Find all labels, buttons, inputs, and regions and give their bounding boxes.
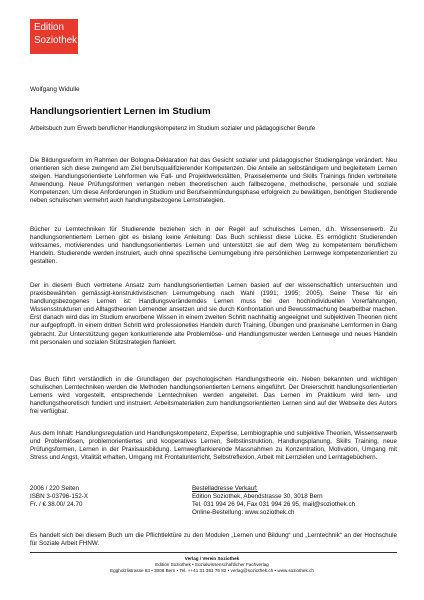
book-subtitle: Arbeitsbuch zum Erwerb beruflicher Handlungskompetenz im Studium sozialer und pädagogischer Berufe — [30, 125, 316, 132]
footer-publisher: Verlag / Verein Soziothek — [184, 556, 240, 561]
footer-imprint: Edition Soziothek • Sozialwissenschaftlicher Fachverlag — [155, 562, 269, 568]
paragraph-buch: Das Buch führt verständlich in die Grundlagen der psychologischen Handlungstheorie ein. Neben bekannten und wichtigen schulischen Lerntechniken werden die Methoden handlungsorientierten Lernens eingeführt. Der Dreierschritt handlungsorientierten Lernens wird vorgestellt, entsprechende Lerntechniken werden angeleitet. Das Lernen im Praktikum wird lern- und handlungstheoretisch fundiert und instruiert. Arbeitsmaterialien zum handlungsorientierten Lernen sind auf der Webseite des Autors frei verfügbar. — [30, 376, 397, 416]
price: Fr. / € 38.00/ 24.70 — [30, 501, 83, 509]
footer-contact: Eggholzlistrasse 63 • 3006 Bern • Tel. ++41 31 351 76 82 • verlag@soziothek.ch • www.soziothek.ch — [110, 568, 314, 574]
paragraph-bologna: Die Bildungsreform im Rahmen der Bologna-Deklaration hat das Gesicht sozialer und pädagogischer Studiengänge verändert. Neu orientieren sich diese zwingend am Ziel berufsqualifizierender Kompetenzen. Die Anteile an selbständigem und begleitetem Lernen steigen. Handlungsorientierte Lehrformen wie Fall- und Projektwerkstätten, Praxiselemente und Skills Trainings finden verbreitete Anwendung. Neue Prüfungsformen verlangen neben theoretischen auch fallbezogene, methodische, personale und soziale Kompetenzen. Um diese Anforderungen in Studium und Berufseinmündungsphase erfolgreich zu bewältigen, benötigen Studierende neben schulischen vermehrt auch handlungsbezogene Lernstrategien. — [30, 157, 397, 205]
order-contact: Tel. 031 994 26 94, Fax 031 994 26 95, mail@soziothek.ch — [192, 501, 356, 509]
isbn: ISBN 3-03796-152-X — [30, 493, 89, 501]
page-count: 2006 / 220 Seiten — [30, 485, 79, 492]
paragraph-ansatz: Der in diesem Buch vertretene Ansatz zum handlungsorientierten Lernen basiert auf der wissenschaftlich untersuchten und praxisbewährten gemässigt-konstruktivistischen Lernumgebung nach Wahl (1991; 1995; 2005). Seine These für ein handlungsbezogenes Lernen ist: Handlungsverändemdes Lernen muss bei den hochindividuellen Vorerfahrungen, Wissensstrukturen und Alltagstheorien Lernender ansetzen und sie durch Konfrontation und Bewusstmachung bearbeitbar machen. Erst danach wird das im Studium erworbene Wissen in einem zweiten Schritt nachhaltig angeeignet und subjektiven Theorien nicht nur aufgepfropft. In einem dritten Schritt wird professionelles Handeln durch Training, Übungen und praxisnahe Lernformen in Gang gebracht. Zur Unterstützung gegen konkurrierende alte Problemlöse- und Handlungsmuster werden Lernwege und neues Handeln mit personalen und sozialen Stützstrategien flankiert. — [30, 282, 397, 346]
footer-divider — [30, 552, 397, 553]
author-name: Wolfgang Widulle — [30, 86, 80, 93]
logo-line-1: Edition — [34, 22, 64, 33]
order-heading: Bestelladresse Verkauf: — [192, 485, 258, 492]
publisher-footer — [0, 556, 424, 575]
order-address — [192, 485, 355, 517]
edition-soziothek-logo — [30, 19, 78, 54]
paragraph-inhalt: Aus dem Inhalt: Handlungsregulation und Handlungskompetenz, Expertise, Lernbiographie und subjektive Theorien, Wissenserwerb und Problemlösen, problemorientiertes und kooperatives Lernen, Selbstinstruktion, Handlungsplanung, Skills Training, neue Prüfungsformen, Lernen in der Praxisausbildung. Lernwegflankierende Massnahmen zu Konzentration, Motivation, Umgang mit Stress und Angst, Vitalität erhalten, Umgang mit Frontalunterricht, Selbstreflexion, Arbeit mit Lernzielen und Lerntagebüchern. — [30, 430, 397, 462]
book-info — [30, 485, 88, 509]
book-title: Handlungsorientiert Lernen im Studium — [30, 106, 211, 117]
order-online: Online-Bestellung: www.soziothek.ch — [192, 509, 295, 517]
closing-note: Es handelt sich bei diesem Buch um die Pflichtlektüre zu den Modulen „Lernen und Bildung“ und „Lerntechnik“ an der Hochschule für Soziale Arbeit FHNW. — [30, 532, 397, 548]
logo-line-2: Soziothek — [34, 34, 78, 46]
order-postal-address: Edition Soziothek, Abendstrasse 30, 3018 Bern — [192, 493, 323, 501]
paragraph-lerntechniken: Bücher zu Lerntechniken für Studierende beziehen sich in der Regel auf schulisches Lernen, d.h. Wissenserwerb. Zu handlungsorientiertem Lernen gibt es bislang keine Anleitung: Das Buch schliesst diese Lücke. Es ermöglicht Studierenden wirksames, motivierendes und handlungsorientiertes Lernen und unterstützt sie auf dem Weg zu kompetentem beruflichem Handeln. Studierende werden instruiert, auch ohne spezifische Lernumgebung ihre persönlichen Lernwege kompetenzorientiert zu gestalten. — [30, 226, 397, 266]
